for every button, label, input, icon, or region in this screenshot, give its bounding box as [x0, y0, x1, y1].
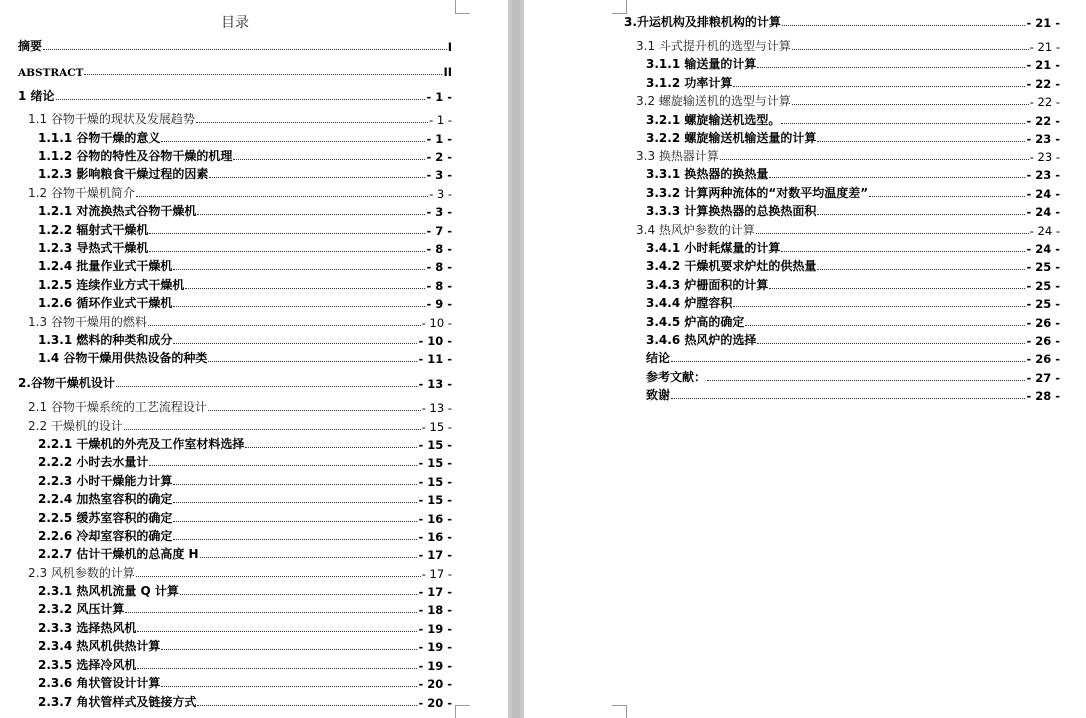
toc-entry-page: - 9 - [426, 297, 452, 311]
toc-dot-leader [173, 502, 417, 503]
toc-entry[interactable] [28, 185, 452, 201]
toc-entry[interactable] [38, 546, 452, 562]
toc-dot-leader [707, 380, 1025, 381]
toc-entry-title: 2.谷物干燥机设计 [18, 376, 115, 390]
toc-dot-leader [173, 484, 417, 485]
toc-entry-page: - 13 - [418, 377, 452, 391]
toc-entry-page: - 3 - [426, 168, 452, 182]
toc-entry-title: 2.2.3 小时干燥能力计算 [38, 474, 173, 488]
toc-entry-page: - 24 - [1029, 224, 1060, 238]
toc-entry-title: 3.2.2 螺旋输送机输送量的计算 [646, 131, 817, 145]
toc-entry-page: - 23 - [1026, 168, 1060, 182]
toc-entry[interactable] [38, 473, 452, 489]
toc-entry[interactable] [38, 258, 452, 274]
toc-dot-leader [185, 288, 425, 289]
toc-entry-page: - 13 - [421, 401, 452, 415]
crop-mark [455, 705, 470, 718]
toc-entry-page: I [447, 40, 452, 54]
toc-entry[interactable] [28, 399, 452, 415]
toc-entry-title: 3.2 螺旋输送机的选型与计算 [636, 94, 791, 108]
toc-entry-page: - 8 - [426, 279, 452, 293]
toc-dot-leader [161, 141, 425, 142]
crop-mark [612, 0, 627, 14]
toc-entry-title: 3.3.2 计算两种流体的“对数平均温度差” [646, 186, 869, 200]
document-page-right [524, 0, 1086, 718]
toc-dot-leader [116, 386, 418, 387]
crop-mark [612, 705, 627, 718]
toc-entry[interactable] [28, 418, 452, 434]
toc-entry-page: - 16 - [418, 512, 452, 526]
toc-entry-title: 2.2.5 缓苏室容积的确定 [38, 511, 173, 525]
toc-entry[interactable] [28, 565, 452, 581]
toc-dot-leader [817, 269, 1025, 270]
toc-dot-leader [137, 631, 417, 632]
toc-entry[interactable] [646, 295, 1060, 311]
toc-dot-leader [149, 251, 425, 252]
toc-entry-title: 2.3.7 角状管样式及链接方式 [38, 695, 197, 709]
toc-entry[interactable] [38, 510, 452, 526]
toc-dot-leader [149, 233, 425, 234]
toc-entry-title: 3.1.1 输送量的计算 [646, 57, 757, 71]
toc-dot-leader [792, 49, 1029, 50]
toc-dot-leader [197, 705, 417, 706]
toc-entry-title: 3.3.3 计算换热器的总换热面积 [646, 204, 817, 218]
toc-entry[interactable] [18, 88, 452, 104]
toc-dot-leader [148, 325, 421, 326]
toc-entry-page: - 24 - [1026, 205, 1060, 219]
toc-entry[interactable] [38, 332, 452, 348]
toc-dot-leader [173, 306, 425, 307]
toc-entry[interactable] [28, 314, 452, 330]
toc-entry-page: - 19 - [418, 640, 452, 654]
toc-entry[interactable] [38, 148, 452, 164]
toc-entry[interactable] [38, 130, 452, 146]
toc-entry-title: 致谢 [646, 388, 671, 402]
toc-entry-title: 1.2.3 导热式干燥机 [38, 241, 149, 255]
toc-entry[interactable] [38, 528, 452, 544]
toc-entry-page: - 1 - [426, 132, 452, 146]
toc-dot-leader [56, 99, 426, 100]
toc-entry-page: - 2 - [426, 150, 452, 164]
toc-entry-title: 1.2.1 对流换热式谷物干燥机 [38, 204, 197, 218]
toc-entry-title: 1.4 谷物干燥用供热设备的种类 [38, 351, 208, 365]
toc-entry-page: - 24 - [1026, 187, 1060, 201]
toc-entry[interactable] [646, 75, 1060, 91]
toc-dot-leader [136, 576, 421, 577]
toc-entry[interactable] [636, 38, 1060, 54]
toc-entry[interactable] [38, 675, 452, 691]
toc-entry[interactable] [646, 350, 1060, 366]
toc-dot-leader [209, 177, 425, 178]
toc-entry-page: - 25 - [1026, 260, 1060, 274]
toc-entry-page: - 19 - [418, 622, 452, 636]
toc-entry[interactable] [38, 240, 452, 256]
toc-entry-title: 摘要 [18, 39, 43, 53]
toc-entry-page: - 15 - [421, 420, 452, 434]
toc-entry[interactable] [18, 38, 452, 54]
toc-entry-page: II [443, 65, 452, 79]
toc-dot-leader [782, 25, 1026, 26]
toc-entry-page: - 15 - [418, 493, 452, 507]
toc-dot-leader [136, 196, 428, 197]
toc-entry[interactable] [38, 203, 452, 219]
toc-entry[interactable] [646, 369, 1060, 385]
toc-entry-page: - 11 - [418, 352, 452, 366]
toc-dot-leader [233, 159, 425, 160]
toc-dot-leader [757, 343, 1025, 344]
toc-entry[interactable] [646, 332, 1060, 348]
toc-dot-leader [200, 557, 418, 558]
toc-entry-page: - 7 - [426, 224, 452, 238]
toc-entry-title: 2.3 风机参数的计算 [28, 566, 135, 580]
toc-entry-title: 3.3.1 换热器的换热量 [646, 167, 769, 181]
toc-entry-title: 3.3 换热器计算 [636, 149, 719, 163]
toc-dot-leader [869, 196, 1025, 197]
toc-entry-title: 1.1.2 谷物的特性及谷物干燥的机理 [38, 149, 233, 163]
toc-entry[interactable] [646, 203, 1060, 219]
toc-entry[interactable] [38, 454, 452, 470]
toc-entry-title: 2.2.6 冷却室容积的确定 [38, 529, 173, 543]
toc-entry[interactable] [38, 491, 452, 507]
toc-entry[interactable] [38, 277, 452, 293]
toc-entry-title: 1.3.1 燃料的种类和成分 [38, 333, 173, 347]
toc-dot-leader [817, 214, 1025, 215]
toc-entry-page: - 23 - [1029, 150, 1060, 164]
page-gutter [508, 0, 524, 718]
toc-entry-page: - 15 - [418, 456, 452, 470]
toc-entry-page: - 24 - [1026, 242, 1060, 256]
toc-dot-leader [720, 159, 1029, 160]
toc-entry-title: 3.升运机构及排粮机构的计算 [624, 15, 781, 29]
toc-entry-page: - 18 - [418, 603, 452, 617]
toc-dot-leader [173, 269, 425, 270]
toc-dot-leader [756, 233, 1029, 234]
toc-dot-leader [733, 86, 1025, 87]
toc-entry[interactable] [646, 240, 1060, 256]
toc-entry[interactable] [646, 277, 1060, 293]
toc-entry-page: - 15 - [418, 475, 452, 489]
toc-entry-title: 2.2.2 小时去水量计 [38, 455, 149, 469]
toc-entry[interactable] [636, 148, 1060, 164]
toc-entry-title: 3.1 斗式提升机的选型与计算 [636, 39, 791, 53]
toc-dot-leader [671, 361, 1025, 362]
toc-entry-page: - 1 - [429, 113, 452, 127]
toc-entry-page: - 16 - [418, 530, 452, 544]
toc-entry-page: - 8 - [426, 242, 452, 256]
toc-dot-leader [173, 539, 417, 540]
toc-entry-title: 1.1 谷物干燥的现状及发展趋势 [28, 112, 195, 126]
toc-entry-title: 2.2.7 估计干燥机的总高度 H [38, 547, 199, 561]
toc-dot-leader [769, 288, 1025, 289]
toc-entry-page: - 8 - [426, 260, 452, 274]
toc-entry-title: 3.4.3 炉栅面积的计算 [646, 278, 769, 292]
toc-entry-page: - 20 - [418, 677, 452, 691]
toc-entry-title: 2.3.1 热风机流量 Q 计算 [38, 584, 179, 598]
toc-dot-leader [161, 686, 417, 687]
toc-entry-title: 1.3 谷物干燥用的燃料 [28, 315, 147, 329]
toc-entry-title: 3.4 热风炉参数的计算 [636, 223, 755, 237]
toc-entry-page: - 22 - [1026, 77, 1060, 91]
toc-entry[interactable] [636, 222, 1060, 238]
toc-entry-page: - 3 - [429, 187, 452, 201]
toc-entry-title: 结论 [646, 351, 671, 365]
toc-entry-page: - 17 - [418, 585, 452, 599]
toc-entry[interactable] [646, 166, 1060, 182]
toc-entry-title: 3.4.4 炉膛容积 [646, 296, 733, 310]
toc-dot-leader [792, 104, 1029, 105]
document-page-left [0, 0, 508, 718]
toc-entry-title: 2.3.4 热风机供热计算 [38, 639, 161, 653]
toc-dot-leader [769, 177, 1025, 178]
toc-dot-leader [161, 649, 417, 650]
toc-dot-leader [781, 251, 1025, 252]
toc-entry-page: - 10 - [418, 334, 452, 348]
toc-entry-title: 1.2 谷物干燥机简介 [28, 186, 135, 200]
toc-entry[interactable] [38, 222, 452, 238]
toc-entry-page: - 15 - [418, 438, 452, 452]
toc-entry-page: - 26 - [1026, 352, 1060, 366]
toc-entry-title: 参考文献： [646, 370, 707, 384]
toc-dot-leader [733, 306, 1025, 307]
toc-entry-page: - 27 - [1026, 371, 1060, 385]
toc-entry-title: 1.2.2 辐射式干燥机 [38, 223, 149, 237]
toc-entry-title: 3.4.6 热风炉的选择 [646, 333, 757, 347]
toc-dot-leader [245, 447, 417, 448]
toc-dot-leader [208, 410, 421, 411]
toc-entry-title: 1.1.1 谷物干燥的意义 [38, 131, 161, 145]
toc-entry[interactable] [646, 56, 1060, 72]
toc-entry-title: 2.3.3 选择热风机 [38, 621, 137, 635]
toc-entry[interactable] [18, 63, 452, 79]
toc-entry-page: - 17 - [418, 548, 452, 562]
toc-entry-page: - 22 - [1029, 95, 1060, 109]
toc-entry[interactable] [38, 350, 452, 366]
toc-entry[interactable] [646, 314, 1060, 330]
toc-entry-title: 3.1.2 功率计算 [646, 76, 733, 90]
toc-entry-page: - 21 - [1029, 40, 1060, 54]
toc-entry-title: 3.4.5 炉高的确定 [646, 315, 745, 329]
toc-entry[interactable] [38, 295, 452, 311]
toc-entry[interactable] [38, 601, 452, 617]
toc-entry-title: 3.4.1 小时耗煤量的计算 [646, 241, 781, 255]
toc-entry[interactable] [28, 111, 452, 127]
toc-entry-page: - 21 - [1026, 58, 1060, 72]
toc-title: 目录 [221, 15, 249, 31]
toc-entry-title: 1.2.3 影响粮食干燥过程的因素 [38, 167, 209, 181]
toc-entry-title: 2.2.1 干燥机的外壳及工作室材料选择 [38, 437, 245, 451]
toc-entry[interactable] [38, 436, 452, 452]
toc-entry-page: - 22 - [1026, 114, 1060, 128]
toc-dot-leader [757, 67, 1025, 68]
toc-entry[interactable] [646, 185, 1060, 201]
toc-dot-leader [124, 429, 421, 430]
toc-dot-leader [149, 465, 417, 466]
toc-entry-page: - 23 - [1026, 132, 1060, 146]
toc-entry-page: - 25 - [1026, 279, 1060, 293]
toc-entry[interactable] [646, 387, 1060, 403]
toc-entry-page: - 10 - [421, 316, 452, 330]
toc-entry-page: - 25 - [1026, 297, 1060, 311]
toc-dot-leader [196, 122, 428, 123]
toc-dot-leader [208, 361, 417, 362]
toc-dot-leader [781, 123, 1025, 124]
toc-dot-leader [137, 668, 417, 669]
toc-dot-leader [197, 214, 425, 215]
toc-entry[interactable] [18, 375, 452, 391]
toc-entry-title: 2.1 谷物干燥系统的工艺流程设计 [28, 400, 207, 414]
toc-entry-title: 2.3.2 风压计算 [38, 602, 125, 616]
toc-entry[interactable] [624, 14, 1060, 30]
toc-entry[interactable] [646, 112, 1060, 128]
toc-entry-page: - 28 - [1026, 389, 1060, 403]
toc-entry-title: 1.2.4 批量作业式干燥机 [38, 259, 173, 273]
toc-entry[interactable] [646, 258, 1060, 274]
toc-entry-title: 3.2.1 螺旋输送机选型。 [646, 113, 781, 127]
toc-entry-title: ABSTRACT [18, 67, 84, 79]
toc-entry-title: 2.2 干燥机的设计 [28, 419, 123, 433]
toc-entry[interactable] [38, 694, 452, 710]
toc-entry-title: 1.2.6 循环作业式干燥机 [38, 296, 173, 310]
toc-entry-page: - 26 - [1026, 334, 1060, 348]
toc-dot-leader [745, 325, 1025, 326]
toc-entry[interactable] [38, 657, 452, 673]
toc-entry-title: 1.2.5 连续作业方式干燥机 [38, 278, 185, 292]
toc-entry-page: - 3 - [426, 205, 452, 219]
toc-entry[interactable] [38, 583, 452, 599]
toc-dot-leader [43, 49, 447, 50]
toc-dot-leader [173, 343, 417, 344]
toc-entry-title: 2.3.5 选择冷风机 [38, 658, 137, 672]
toc-entry-page: - 17 - [421, 567, 452, 581]
toc-entry-page: - 1 - [426, 90, 452, 104]
toc-entry-title: 1 绪论 [18, 89, 55, 103]
toc-entry-title: 2.3.6 角状管设计计算 [38, 676, 161, 690]
toc-dot-leader [817, 141, 1025, 142]
toc-dot-leader [180, 594, 418, 595]
toc-dot-leader [671, 398, 1025, 399]
toc-entry-page: - 19 - [418, 659, 452, 673]
toc-entry[interactable] [636, 93, 1060, 109]
toc-dot-leader [84, 74, 442, 75]
toc-entry[interactable] [38, 166, 452, 182]
toc-entry[interactable] [38, 638, 452, 654]
toc-entry-page: - 21 - [1026, 16, 1060, 30]
toc-entry-page: - 26 - [1026, 316, 1060, 330]
toc-entry-page: - 20 - [418, 696, 452, 710]
toc-entry[interactable] [38, 620, 452, 636]
toc-entry[interactable] [646, 130, 1060, 146]
toc-entry-title: 2.2.4 加热室容积的确定 [38, 492, 173, 506]
toc-entry-title: 3.4.2 干燥机要求炉灶的供热量 [646, 259, 817, 273]
toc-dot-leader [173, 521, 417, 522]
toc-dot-leader [125, 612, 417, 613]
